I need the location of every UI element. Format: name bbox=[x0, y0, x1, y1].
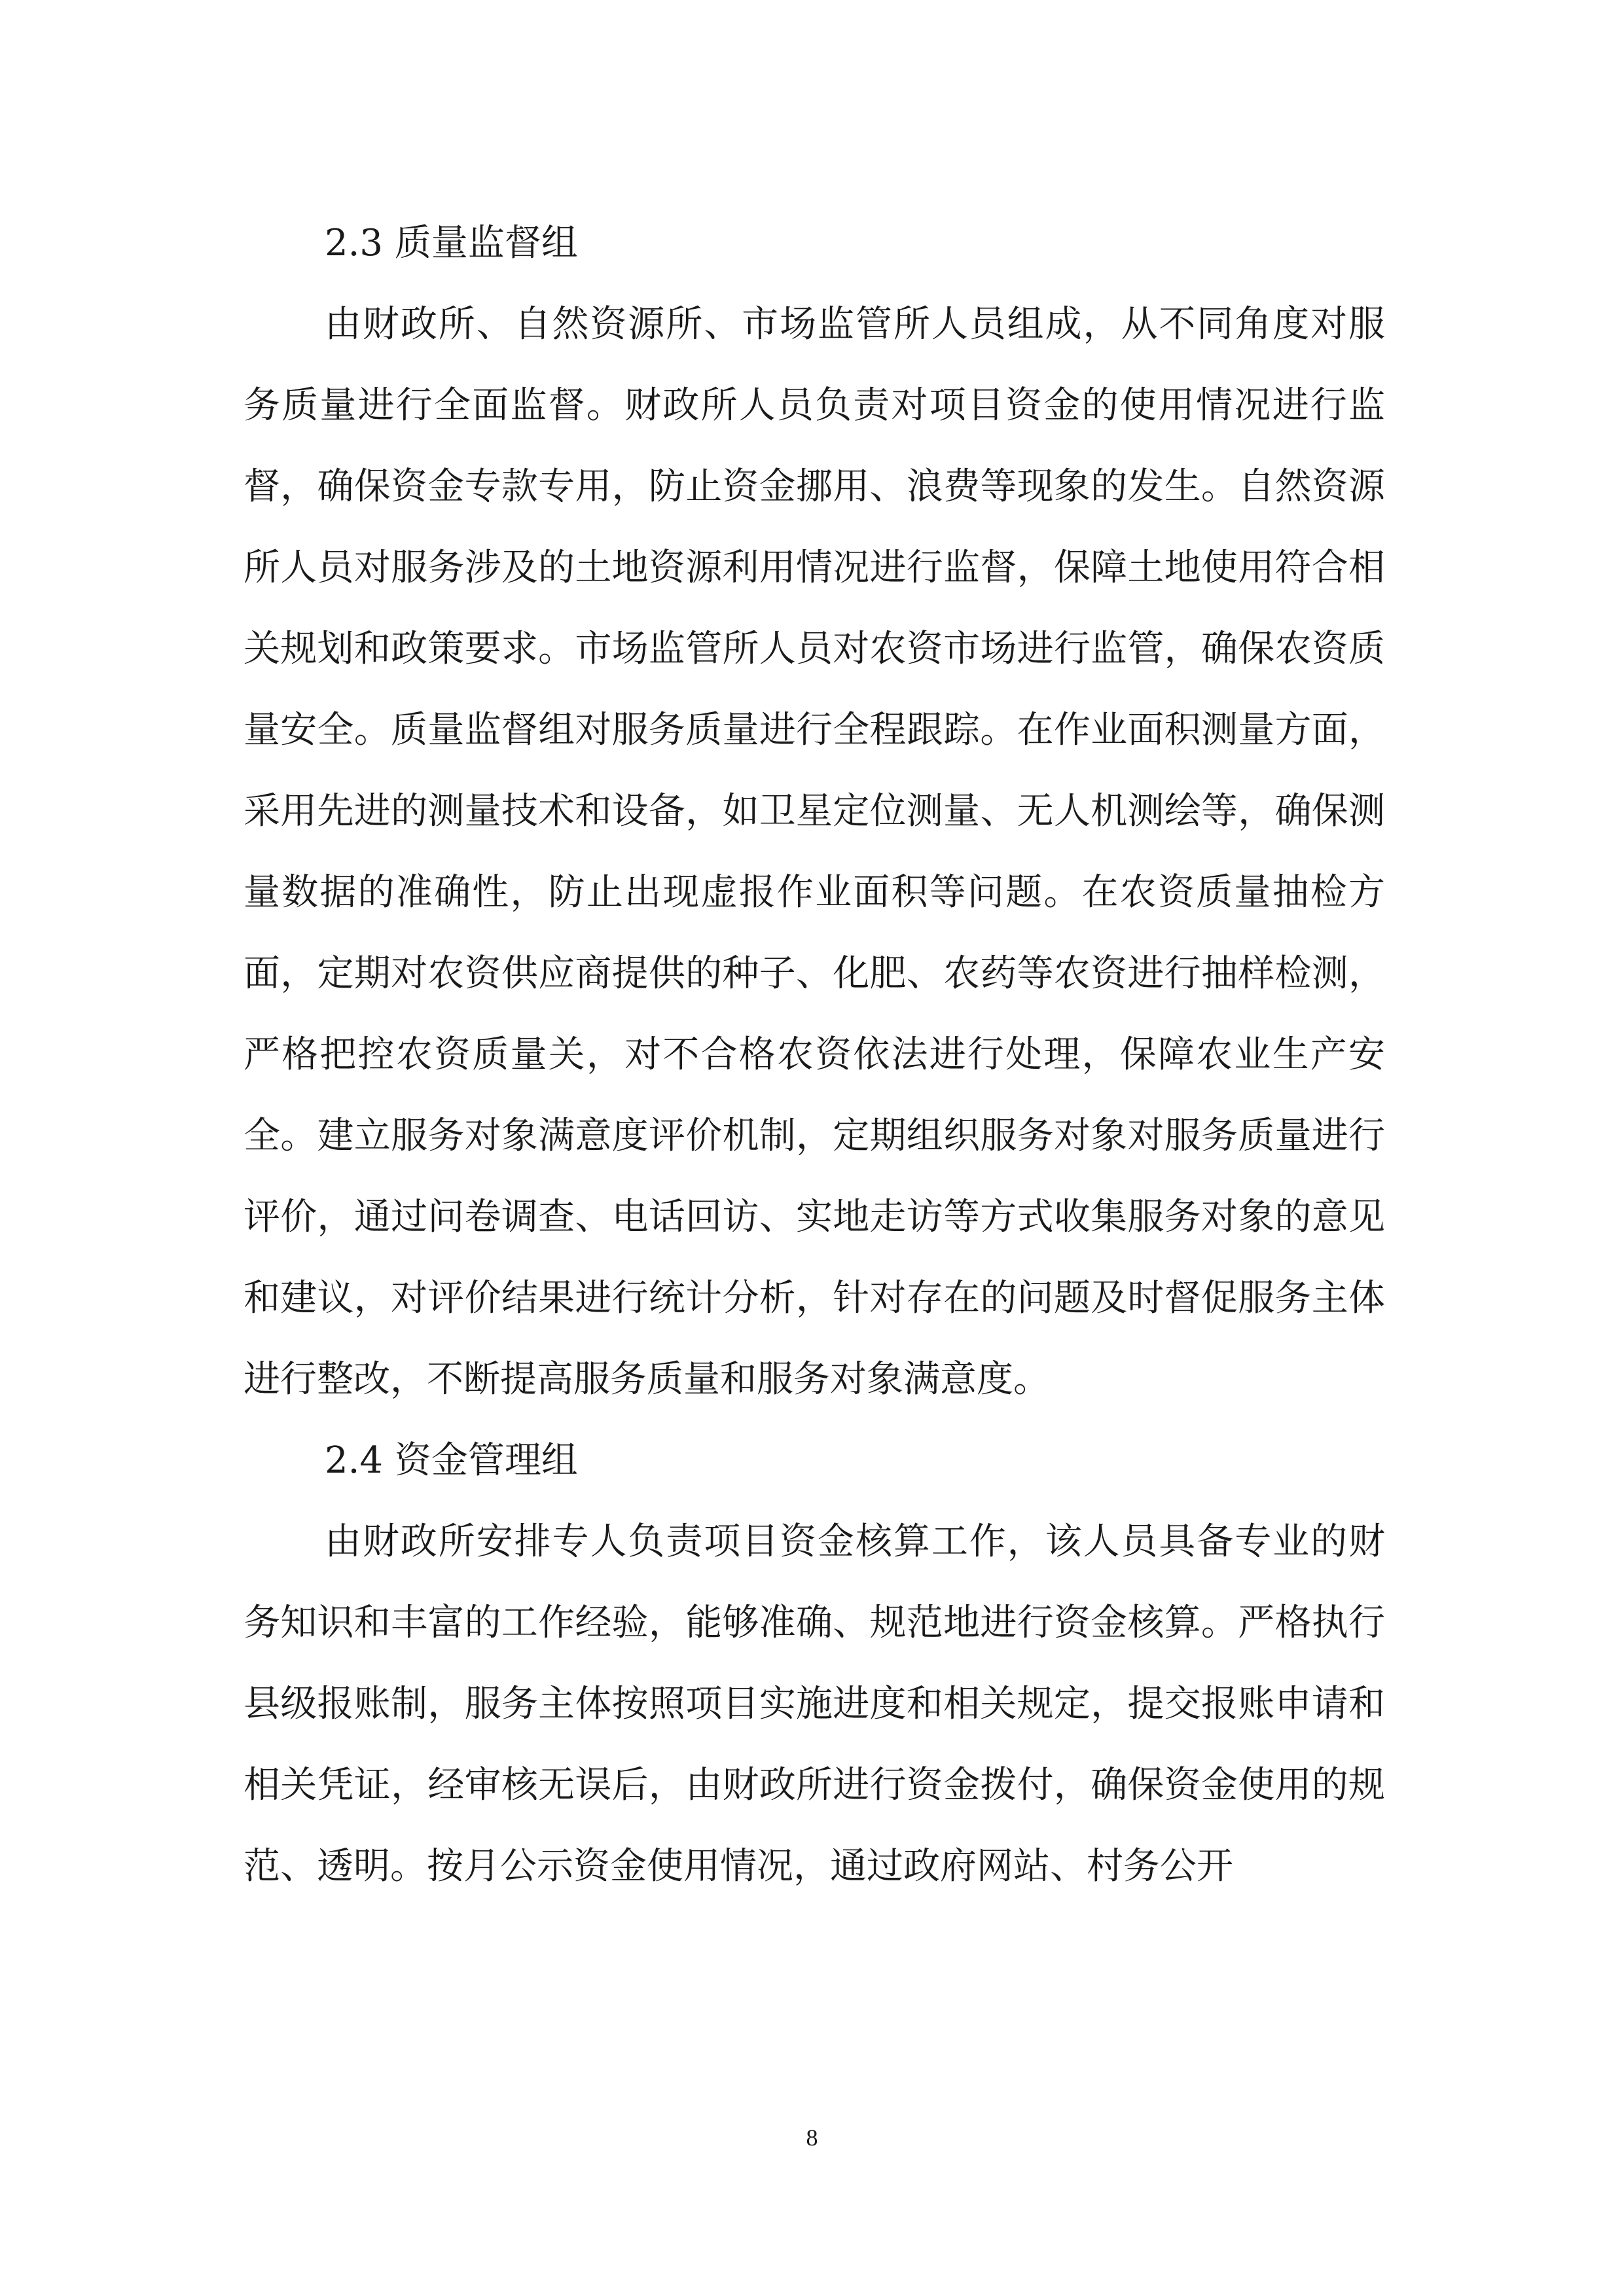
page-number: 8 bbox=[806, 2125, 818, 2151]
section-paragraph-2-4: 由财政所安排专人负责项目资金核算工作，该人员具备专业的财务知识和丰富的工作经验，能够准确、规范地进行资金核算。严格执行县级报账制，服务主体按照项目实施进度和相关规定，提交报账申请和相关凭证，经审核无误后，由财政所进行资金拨付，确保资金使用的规范、透明。按月公示资金使用情况，通过政府网站、村务公开 bbox=[244, 1520, 1385, 1888]
section-heading-2-4: 2.4 资金管理组 bbox=[325, 1439, 578, 1482]
section-heading-2-3: 2.3 质量监督组 bbox=[325, 222, 578, 264]
document-body bbox=[244, 203, 1385, 1907]
section-paragraph-2-3: 由财政所、自然资源所、市场监管所人员组成，从不同角度对服务质量进行全面监督。财政所人员负责对项目资金的使用情况进行监督，确保资金专款专用，防止资金挪用、浪费等现象的发生。自然资源所人员对服务涉及的土地资源利用情况进行监督，保障土地使用符合相关规划和政策要求。市场监管所人员对农资市场进行监管，确保农资质量安全。质量监督组对服务质量进行全程跟踪。在作业面积测量方面，采用先进的测量技术和设备，如卫星定位测量、无人机测绘等，确保测量数据的准确性，防止出现虚报作业面积等问题。在农资质量抽检方面，定期对农资供应商提供的种子、化肥、农药等农资进行抽样检测，严格把控农资质量关，对不合格农资依法进行处理，保障农业生产安全。建立服务对象满意度评价机制，定期组织服务对象对服务质量进行评价，通过问卷调查、电话回访、实地走访等方式收集服务对象的意见和建议，对评价结果进行统计分析，针对存在的问题及时督促服务主体进行整改，不断提高服务质量和服务对象满意度。 bbox=[244, 303, 1385, 1401]
